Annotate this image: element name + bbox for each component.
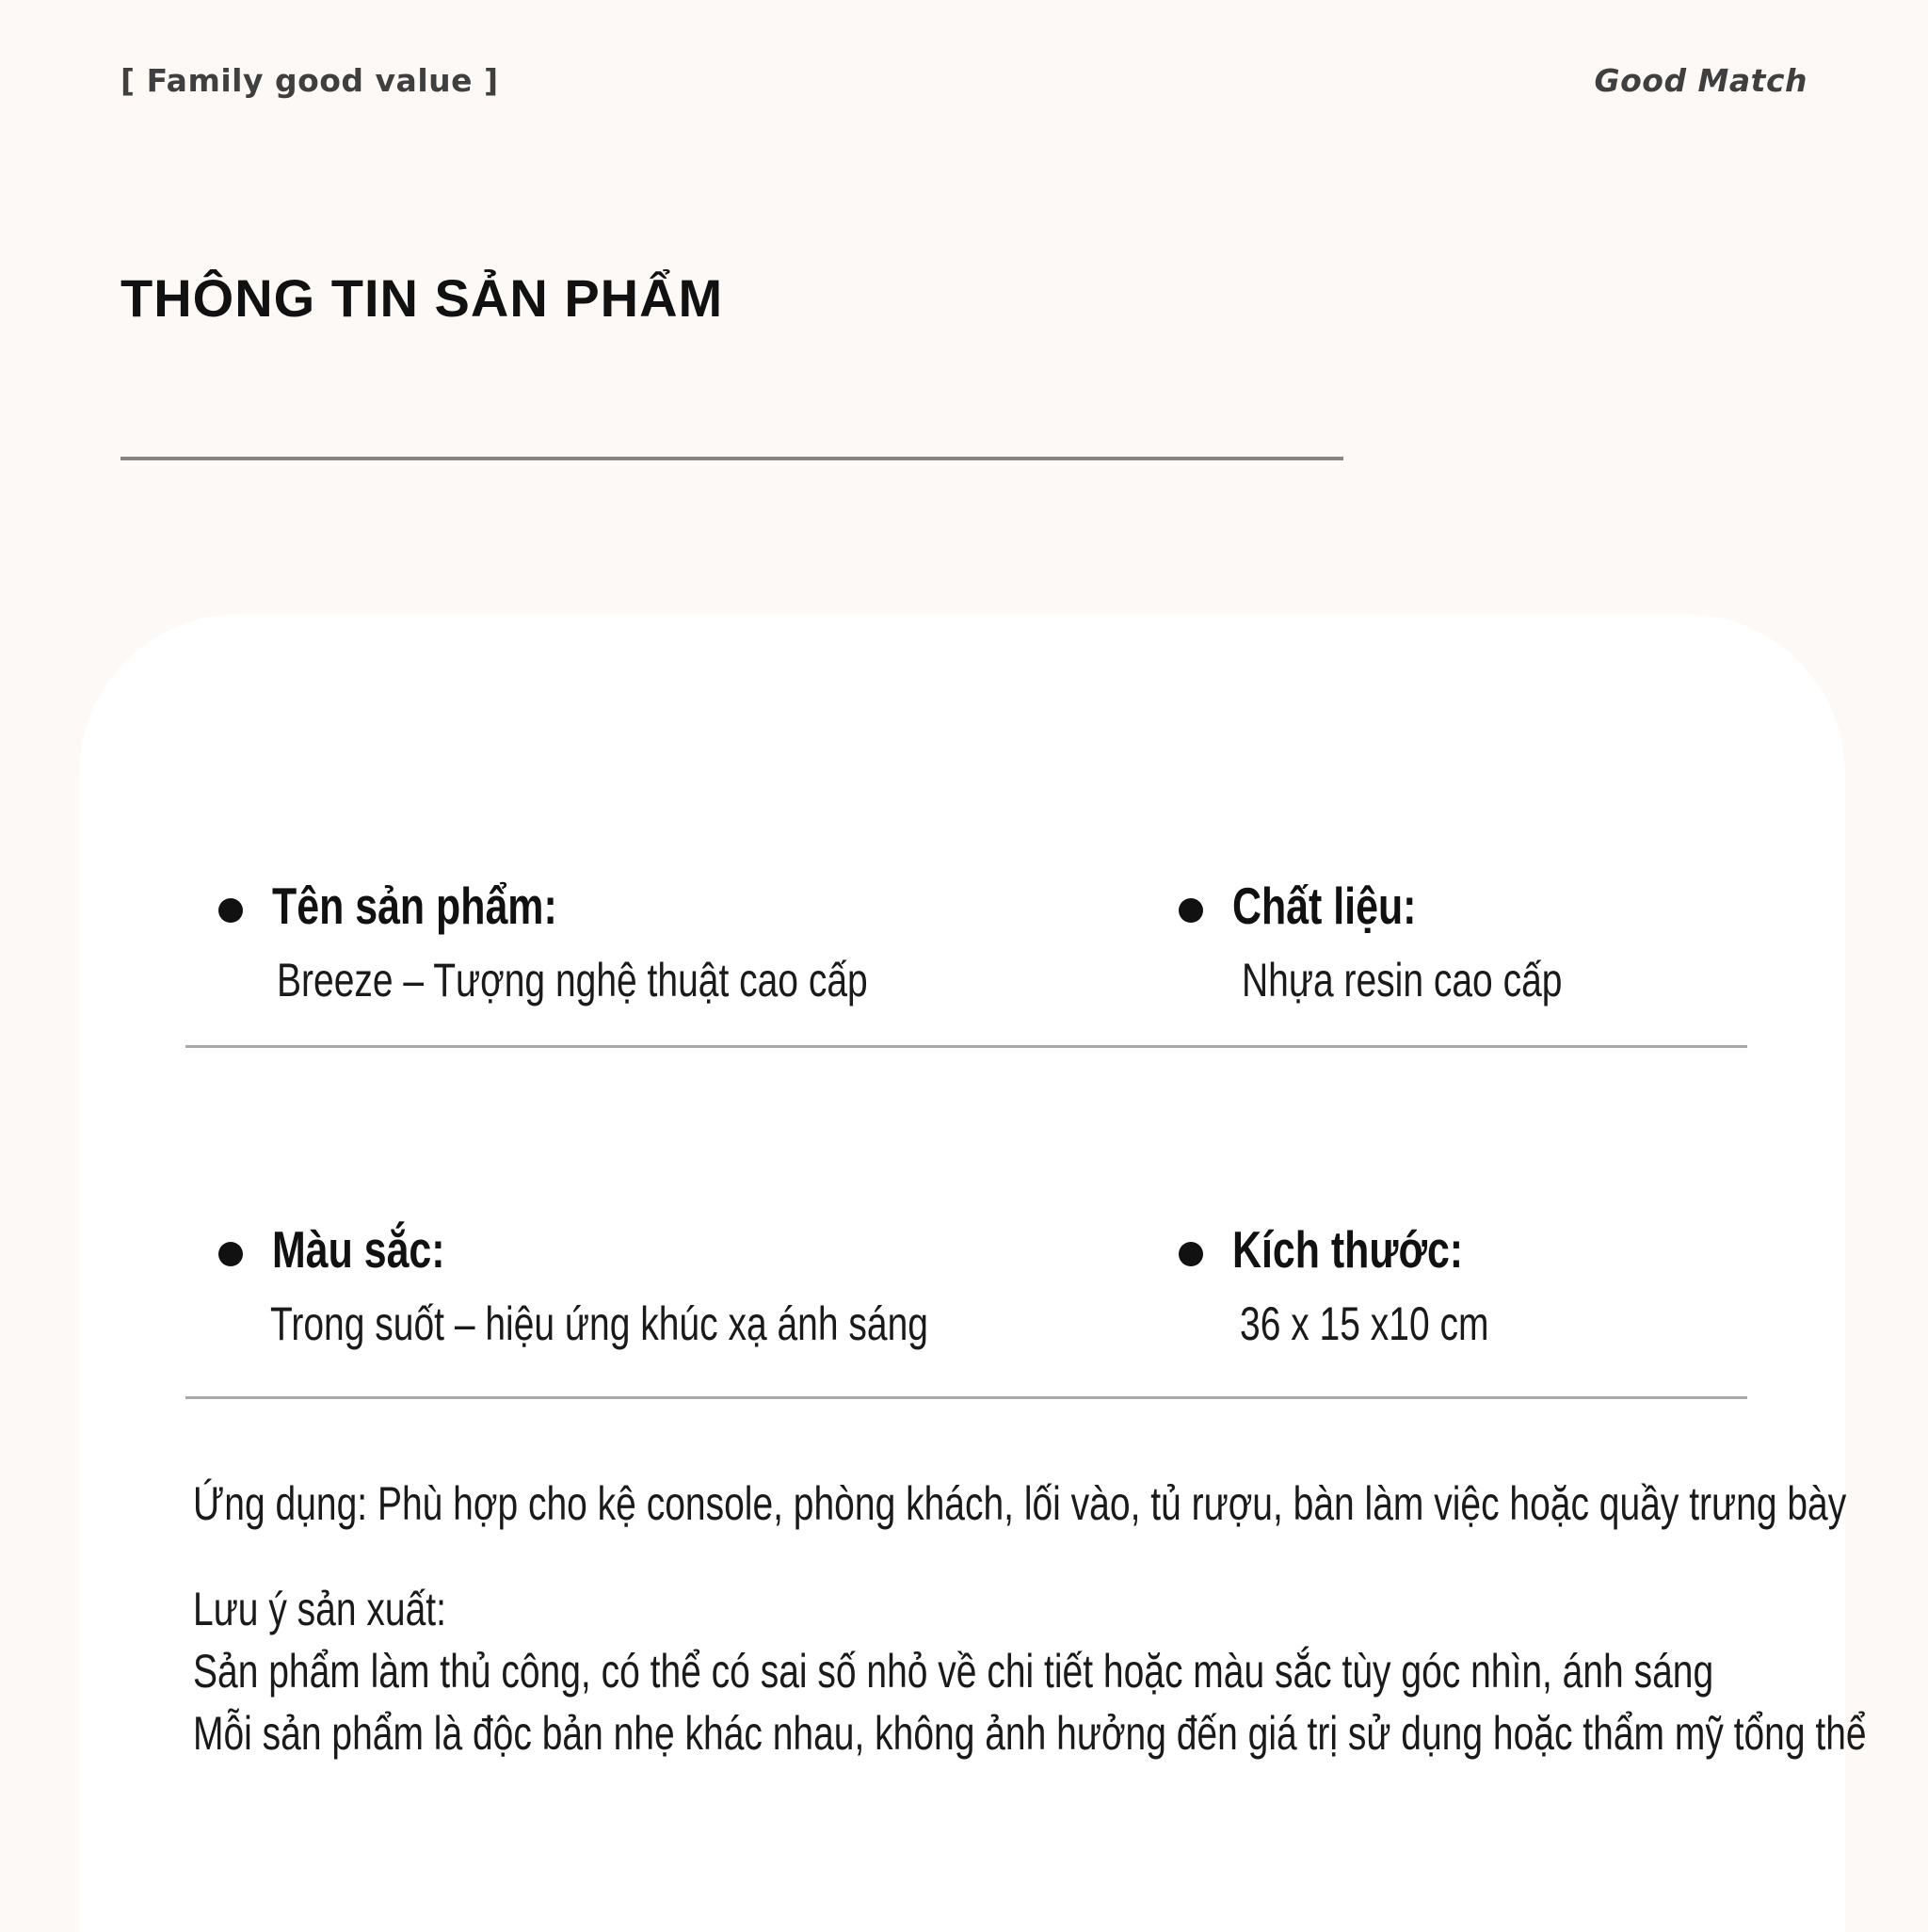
spec-divider [185, 1045, 1747, 1048]
spec-divider [185, 1396, 1747, 1399]
page-title: THÔNG TIN SẢN PHẨM [120, 268, 724, 328]
bullet-icon [218, 1242, 243, 1266]
bullet-icon [218, 898, 243, 923]
production-note-line: Mỗi sản phẩm là độc bản nhẹ khác nhau, không ảnh hưởng đến giá trị sử dụng hoặc thẩm mỹ tổng thể [193, 1707, 1867, 1760]
spec-value: Breeze – Tượng nghệ thuật cao cấp [277, 954, 868, 1006]
usage-note: Ứng dụng: Phù hợp cho kệ console, phòng khách, lối vào, tủ rượu, bàn làm việc hoặc quầy trưng bày [193, 1477, 1847, 1530]
production-note-line: Sản phẩm làm thủ công, có thể có sai số nhỏ về chi tiết hoặc màu sắc tùy góc nhìn, ánh sáng [193, 1645, 1714, 1698]
production-note-title: Lưu ý sản xuất: [193, 1583, 446, 1635]
spec-value: 36 x 15 x10 cm [1240, 1297, 1489, 1350]
spec-label: Kích thước: [1232, 1220, 1464, 1279]
spec-label: Chất liệu: [1232, 877, 1417, 935]
spec-value: Trong suốt – hiệu ứng khúc xạ ánh sáng [270, 1297, 928, 1350]
spec-value: Nhựa resin cao cấp [1242, 954, 1563, 1006]
brand-name: Good Match [1594, 62, 1808, 99]
title-divider [120, 457, 1343, 460]
bullet-icon [1179, 898, 1203, 923]
spec-label: Màu sắc: [272, 1220, 445, 1279]
spec-label: Tên sản phẩm: [272, 877, 557, 935]
bullet-icon [1179, 1242, 1203, 1266]
family-good-value-tag: [ Family good value ] [120, 62, 499, 99]
